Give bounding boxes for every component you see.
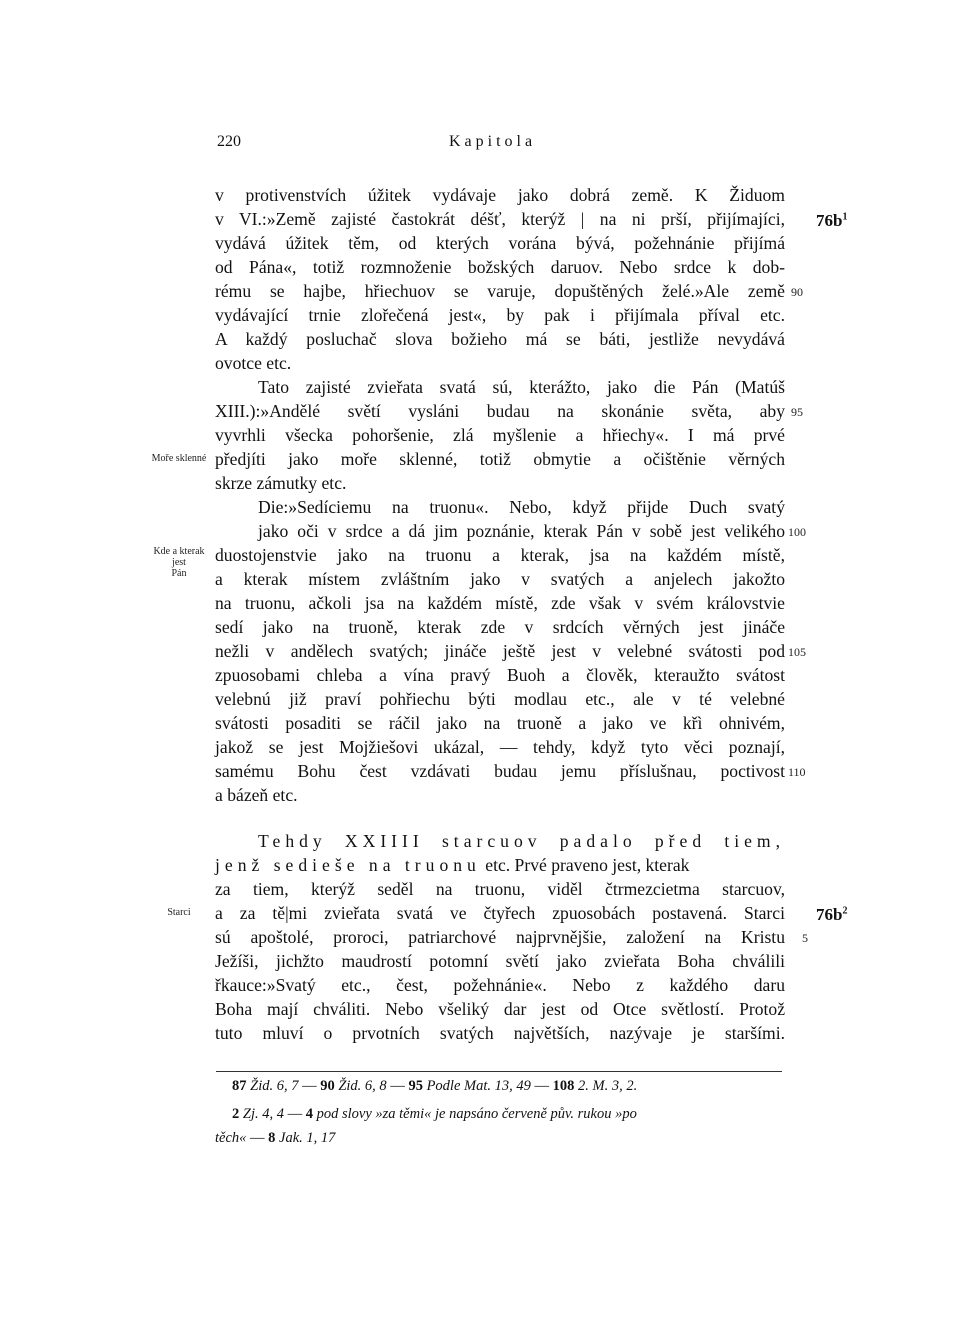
footnote-separator: — (298, 1078, 321, 1094)
text-line: v protivenstvích úžitek vydávaje jako dobrá země. K Židuom (215, 185, 785, 205)
folio-marker: $76b^2$ (816, 905, 848, 924)
footnote-line (232, 1078, 637, 1095)
footnote-text: Jak. 1, 17 (279, 1130, 336, 1146)
text-line: a bázeň etc. (215, 785, 298, 805)
footnote-line (232, 1106, 637, 1123)
footnote-text: pod slovy »za těmi« je napsáno červeně pův. rukou »po (316, 1106, 637, 1122)
footnote-text: Žid. 6, 8 (338, 1078, 387, 1094)
line-number: 90 (791, 285, 803, 299)
text-line: ovotce etc. (215, 353, 292, 373)
text-line: tuto mluví o prvotních svatých najvětších, nazývaje je staršími. (215, 1023, 785, 1043)
text-line: jako oči v srdce a dá jim poznánie, kterak Pán v sobě jest velikého (258, 521, 785, 541)
footnote-text: 2. M. 3, 2. (578, 1078, 638, 1094)
text-line: XIII.):»Andělé světí vysláni budau na skonánie světa, aby (215, 401, 785, 421)
folio-marker: $76b^1$ (816, 211, 848, 230)
text-line: vydávající trnie zlořečená jest«, by pak i přijímala příval etc. (215, 305, 785, 325)
text-line: A každý posluchač slova božieho má se báti, jestliže nevydává (215, 329, 785, 349)
text-line: a kterak místem zvláštním jako v svatých a anjelech jakožto (215, 569, 785, 589)
text-line: duostojenstvie jako na truonu a kterak, jsa na každém místě, (215, 545, 785, 565)
text-line: a za tě|mi zvieřata svatá ve čtyřech zpuosobách postavená. Starci (215, 903, 785, 923)
text-line (215, 853, 785, 877)
line-number: 100 (788, 525, 806, 539)
footnote-line (215, 1130, 335, 1147)
line-number: 110 (788, 765, 806, 779)
line-number: 95 (791, 405, 803, 419)
text-line: na truonu, ačkoli jsa na každém místě, zde však v svém královstvie (215, 593, 785, 613)
text-line: v VI.:»Země zajisté častokrát déšť, kterýž | na ni prší, přijímajíci, (215, 209, 785, 229)
margin-note-line: Kde a kterak jest (153, 546, 205, 568)
running-title: Kapitola (449, 133, 537, 150)
line-number: 105 (788, 645, 806, 659)
footnote-ref: 95 (408, 1078, 423, 1094)
text-line: jakož se jest Mojžiešovi ukázal, — tehdy, když tyto věci poznají, (215, 737, 785, 757)
footnote-text: Žid. 6, 7 (250, 1078, 299, 1094)
footnote-text: Zj. 4, 4 (242, 1106, 284, 1122)
footnote-ref: 2 (232, 1106, 240, 1122)
footnote-ref: 8 (268, 1130, 276, 1146)
line-continuation: etc. Prvé praveno jest, kterak (480, 855, 690, 875)
footnote-separator: — (530, 1078, 553, 1094)
page-number: 220 (217, 133, 241, 150)
text-line: řkauce:»Svatý etc., čest, požehnánie«. Nebo z každého daru (215, 975, 785, 995)
spaced-phrase: jenž sedieše na truonu (215, 855, 481, 875)
text-line: samému Bohu čest vzdávati budau jemu příslušnau, poctivost (215, 761, 785, 781)
spaced-heading-line: Tehdy XXIIII starcuov padalo před tiem, (258, 831, 785, 851)
text-line: svátosti posaditi se ráčil jako na truoně a jako ve křì ohnivém, (215, 713, 785, 733)
text-line: Ježíši, jichžto maudrostí potomní světí jako zvieřata Boha chválili (215, 951, 785, 971)
margin-note-starci: Starci (167, 907, 191, 918)
footnote-text: těch« (215, 1130, 247, 1146)
text-line: vydává úžitek těm, od kterých vorána bývá, požehnánie přijímá (215, 233, 785, 253)
margin-note-line: Pán (171, 568, 187, 579)
text-line: nežli v andělech svatých; jináče ještě jest v velebné svátosti pod (215, 641, 785, 661)
line-number: 5 (802, 931, 808, 945)
text-line: za tiem, kterýž seděl na truonu, viděl čtrmezcietma starcuov, (215, 879, 785, 899)
footnote-separator: — (246, 1130, 269, 1146)
footnote-ref: 90 (320, 1078, 335, 1094)
footnote-separator: — (386, 1078, 409, 1094)
footnote-text: Podle Mat. 13, 49 (426, 1078, 531, 1094)
footnote-ref: 108 (552, 1078, 575, 1094)
footnote-ref: 4 (305, 1106, 313, 1122)
text-line: sú apoštolé, proroci, patriarchové najprvnějšie, založení na Kristu (215, 927, 785, 947)
text-line: vyvrhli všecka pohoršenie, zlá myšlenie a hřiechy«. I má prvé (215, 425, 785, 445)
text-line: rému se hajbe, hřiechuov se varuje, dopuštěných želé.»Ale země (215, 281, 785, 301)
margin-note-more: Moře sklenné (151, 453, 207, 464)
text-line: velebnú již praví pohřiechu býti modlau etc., ale v té velebné (215, 689, 785, 709)
text-line: od Pána«, totiž rozmnoženie božských daruov. Nebo srdce k dob- (215, 257, 785, 277)
text-line: Die:»Sedíciemu na truonu«. Nebo, když přijde Duch svatý (258, 497, 785, 517)
margin-note-kde (148, 546, 210, 579)
footnote-ref: 87 (232, 1078, 247, 1094)
text-line: předjíti jako moře sklenné, totiž obmytie a očištěnie věrných (215, 449, 785, 469)
text-line: sedí jako na truoně, kterak zde v srdcích věrných jest jináče (215, 617, 785, 637)
text-line: zpuosobami chleba a vína pravý Buoh a člověk, kteraužto svátost (215, 665, 785, 685)
footnote-separator: — (283, 1106, 306, 1122)
text-line: skrze zámutky etc. (215, 473, 347, 493)
text-line: Tato zajisté zvieřata svatá sú, kterážto, jako die Pán (Matúš (258, 377, 785, 397)
text-line: Boha mají chváliti. Nebo všeliký dar jest od Otce světlostí. Protož (215, 999, 785, 1019)
footnote-rule (216, 1071, 782, 1072)
